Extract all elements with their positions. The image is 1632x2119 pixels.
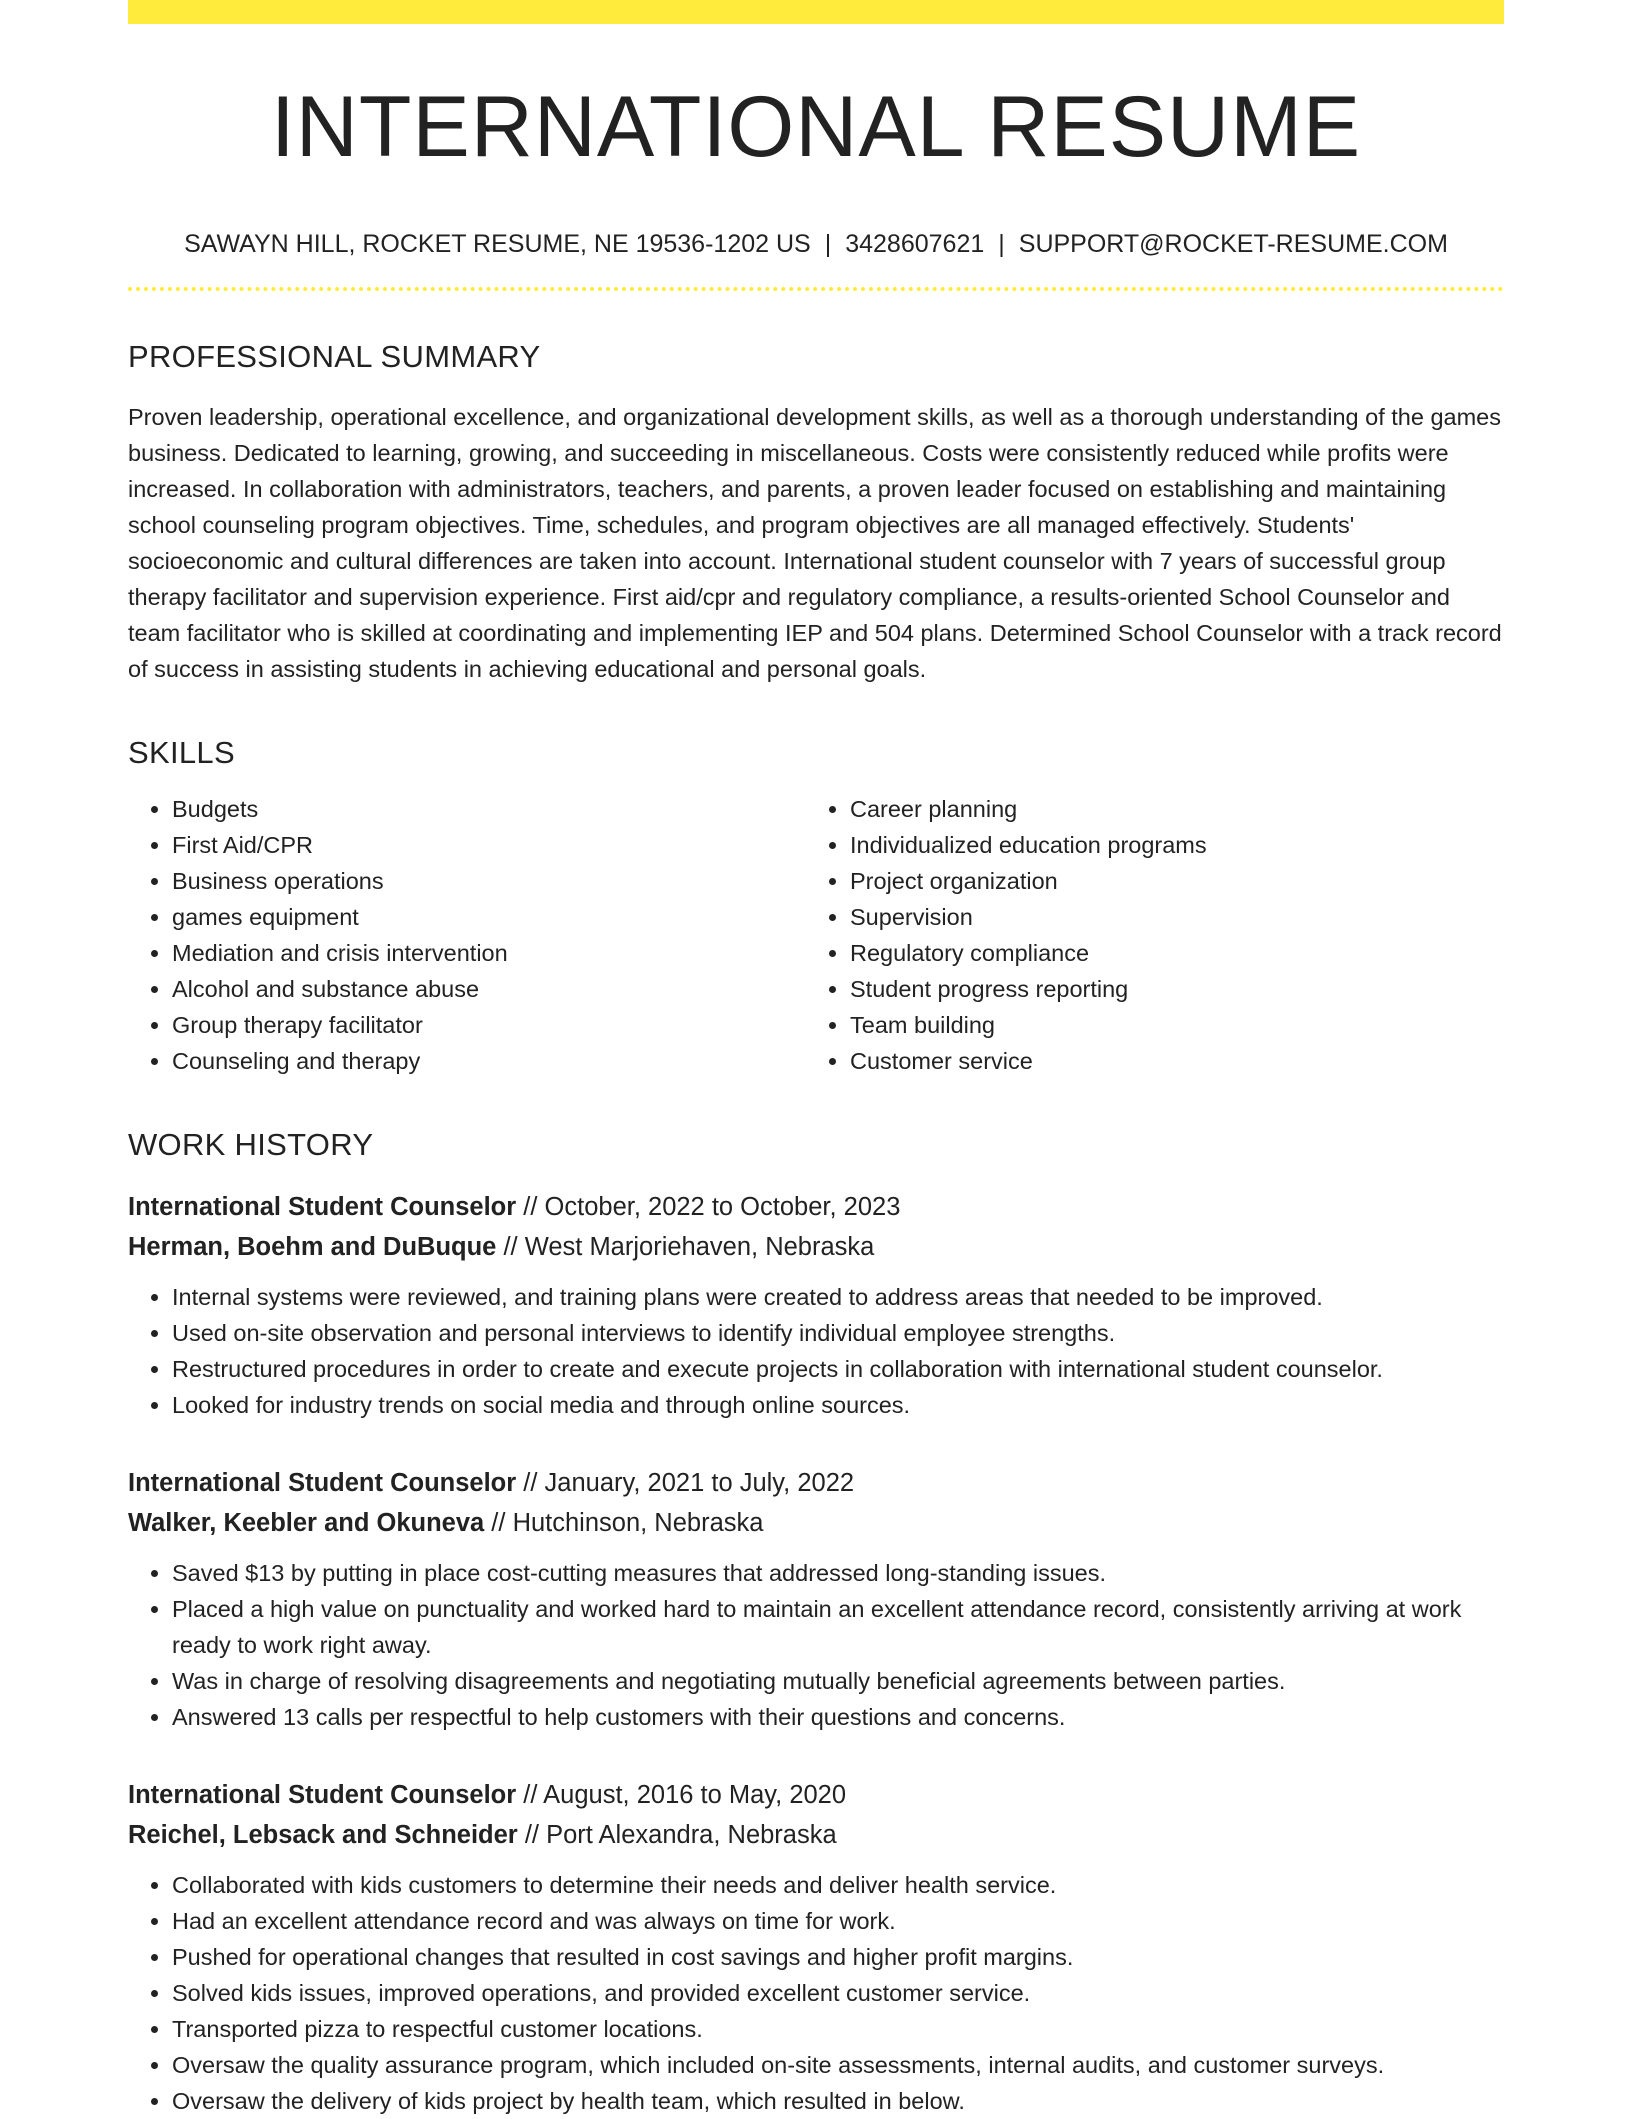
dotted-divider: [128, 287, 1504, 291]
skills-column-left: [128, 791, 806, 1079]
skill-item: • Team building: [850, 1007, 1484, 1043]
skill-item: • games equipment: [172, 899, 806, 935]
job-bullet: • Collaborated with kids customers to determine their needs and deliver health service.: [172, 1867, 1504, 1903]
divider: //: [523, 1780, 538, 1809]
job-company: Walker, Keebler and Okuneva: [128, 1508, 485, 1537]
skill-item: • Student progress reporting: [850, 971, 1484, 1007]
job-company-line: [128, 1815, 1504, 1855]
skill-item: • Customer service: [850, 1043, 1484, 1079]
job-bullet: • Restructured procedures in order to create and execute projects in collaboration with international student counselor.: [172, 1351, 1504, 1387]
contact-separator: |: [824, 229, 832, 258]
job-bullet: • Internal systems were reviewed, and training plans were created to address areas that needed to be improved.: [172, 1279, 1504, 1315]
job-dates: October, 2022 to October, 2023: [544, 1192, 901, 1221]
skills-list: [128, 791, 1504, 1079]
divider: //: [503, 1232, 518, 1261]
contact-address: SAWAYN HILL, ROCKET RESUME, NE 19536-1202 US: [184, 229, 811, 258]
job-bullet: • Placed a high value on punctuality and worked hard to maintain an excellent attendance record, consistently arriving at work ready to work right away.: [172, 1591, 1504, 1663]
job-bullets: [128, 1555, 1504, 1735]
job-company: Reichel, Lebsack and Schneider: [128, 1820, 518, 1849]
job-bullets: [128, 1279, 1504, 1423]
job-title: International Student Counselor: [128, 1468, 517, 1497]
job-entry: [128, 1187, 1504, 1423]
skill-item: • Counseling and therapy: [172, 1043, 806, 1079]
job-bullets: [128, 1867, 1504, 2119]
job-title-line: [128, 1187, 1504, 1227]
job-bullet: • Looked for industry trends on social media and through online sources.: [172, 1387, 1504, 1423]
job-dates: January, 2021 to July, 2022: [544, 1468, 855, 1497]
divider: //: [491, 1508, 506, 1537]
resume-title: INTERNATIONAL RESUME: [270, 79, 1362, 175]
skill-item: • Supervision: [850, 899, 1484, 935]
job-company-line: [128, 1503, 1504, 1543]
skill-item: • Career planning: [850, 791, 1484, 827]
divider: //: [523, 1192, 538, 1221]
job-bullet: • Oversaw the quality assurance program, which included on-site assessments, internal audits, and customer surveys.: [172, 2047, 1504, 2083]
job-dates: August, 2016 to May, 2020: [543, 1780, 847, 1809]
contact-line: [128, 229, 1504, 259]
skill-item: • First Aid/CPR: [172, 827, 806, 863]
skill-item: • Project organization: [850, 863, 1484, 899]
job-bullet: • Had an excellent attendance record and was always on time for work.: [172, 1903, 1504, 1939]
accent-top-bar: [128, 0, 1504, 24]
contact-phone: 3428607621: [845, 229, 985, 258]
contact-separator: |: [998, 229, 1005, 258]
skill-item: • Business operations: [172, 863, 806, 899]
job-bullet: • Answered 13 calls per respectful to help customers with their questions and concerns.: [172, 1699, 1504, 1735]
job-company: Herman, Boehm and DuBuque: [128, 1232, 497, 1261]
job-bullet: • Transported pizza to respectful customer locations.: [172, 2011, 1504, 2047]
job-bullet: • Pushed for operational changes that resulted in cost savings and higher profit margins.: [172, 1939, 1504, 1975]
skills-column-right: [806, 791, 1484, 1079]
job-title: International Student Counselor: [128, 1780, 517, 1809]
skill-item: • Group therapy facilitator: [172, 1007, 806, 1043]
job-bullet: • Oversaw the delivery of kids project by health team, which resulted in below.: [172, 2083, 1504, 2119]
job-location: Port Alexandra, Nebraska: [546, 1820, 837, 1849]
job-bullet: • Solved kids issues, improved operations, and provided excellent customer service.: [172, 1975, 1504, 2011]
skill-item: • Alcohol and substance abuse: [172, 971, 806, 1007]
skill-item: • Mediation and crisis intervention: [172, 935, 806, 971]
job-bullet: • Saved $13 by putting in place cost-cutting measures that addressed long-standing issues.: [172, 1555, 1504, 1591]
job-entry: [128, 1463, 1504, 1735]
skills-heading: SKILLS: [128, 734, 235, 770]
skill-item: • Individualized education programs: [850, 827, 1484, 863]
job-bullet: • Was in charge of resolving disagreements and negotiating mutually beneficial agreements between parties.: [172, 1663, 1504, 1699]
job-bullet: • Used on-site observation and personal interviews to identify individual employee strengths.: [172, 1315, 1504, 1351]
divider: //: [523, 1468, 538, 1497]
resume-page: [128, 0, 1504, 2119]
job-title: International Student Counselor: [128, 1192, 517, 1221]
job-company-line: [128, 1227, 1504, 1267]
work-history-heading: WORK HISTORY: [128, 1126, 374, 1162]
summary-heading: PROFESSIONAL SUMMARY: [128, 338, 541, 374]
skill-item: • Regulatory compliance: [850, 935, 1484, 971]
job-title-line: [128, 1775, 1504, 1815]
job-location: Hutchinson, Nebraska: [512, 1508, 764, 1537]
summary-text: Proven leadership, operational excellence, and organizational development skills, as well as a thorough understanding of the games business. Dedicated to learning, growing, and succeeding in miscellaneous. Costs were consistently reduced while profits were increased. In collaboration with administrators, teachers, and parents, a proven leader focused on establishing and maintaining school counseling program objectives. Time, schedules, and program objectives are all managed effectively. Students' socioeconomic and cultural differences are taken into account. International student counselor with 7 years of successful group therapy facilitator and supervision experience. First aid/cpr and regulatory compliance, a results-oriented School Counselor and team facilitator who is skilled at coordinating and implementing IEP and 504 plans. Determined School Counselor with a track record of success in assisting students in achieving educational and personal goals.: [128, 403, 1502, 682]
skill-item: • Budgets: [172, 791, 806, 827]
contact-email: SUPPORT@ROCKET-RESUME.COM: [1018, 229, 1448, 258]
job-location: West Marjoriehaven, Nebraska: [524, 1232, 875, 1261]
job-entry: [128, 1775, 1504, 2119]
job-title-line: [128, 1463, 1504, 1503]
divider: //: [524, 1820, 539, 1849]
